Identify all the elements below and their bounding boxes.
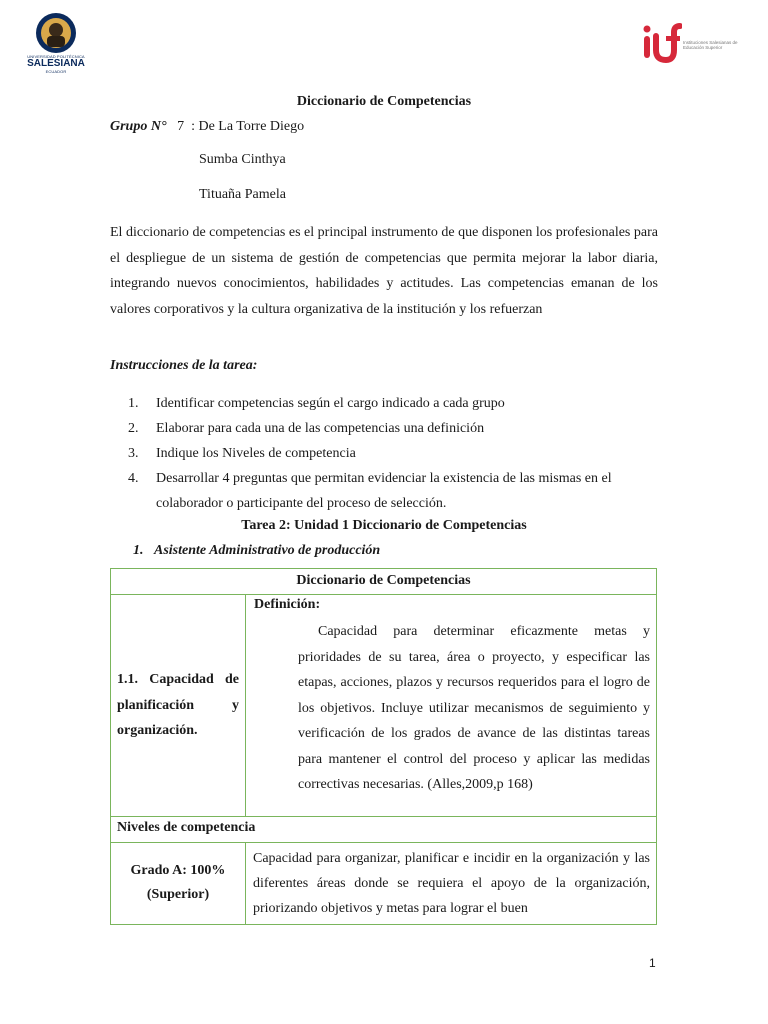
levels-label: Niveles de competencia xyxy=(117,820,256,835)
list-item-text: Elaborar para cada una de las competencias una definición xyxy=(156,421,485,436)
list-item xyxy=(128,391,658,416)
definition-label: Definición: xyxy=(254,597,321,612)
document-title: Diccionario de Competencias xyxy=(296,94,472,109)
task-heading: Tarea 2: Unidad 1 Diccionario de Competencias xyxy=(241,518,527,533)
list-item-text: Indique los Niveles de competencia xyxy=(156,446,356,461)
list-item xyxy=(128,441,658,466)
list-item-text: Identificar competencias según el cargo indicado a cada grupo xyxy=(156,396,505,411)
grade-description: Capacidad para organizar, planificar e incidir en la organización y las diferentes áreas donde se requiera el apoyo de la organización, priorizando objetivos y metas para lograr el buen xyxy=(253,851,650,916)
section-title: Asistente Administrativo de producción xyxy=(154,543,381,558)
list-item-text: Desarrollar 4 preguntas que permitan evidenciar la existencia de las mismas en el colaborador o participante del proceso de selección. xyxy=(156,471,612,511)
ist-logo-icon xyxy=(642,22,682,64)
group-label: Grupo N° xyxy=(110,119,167,134)
group-member-2: Sumba Cinthya xyxy=(199,152,286,167)
group-member-3: Tituaña Pamela xyxy=(199,187,286,202)
list-item-number: 3. xyxy=(128,446,139,461)
grade-sub: (Superior) xyxy=(146,887,210,902)
grade-label: Grado A: 100% xyxy=(130,863,226,878)
group-separator: : xyxy=(191,119,195,134)
intro-paragraph: El diccionario de competencias es el principal instrumento de que disponen los profesionales para el despliegue de un sistema de gestión de competencias que permita mejorar la labor diaria, integrando nuevos conocimientos, habilidades y actitudes. Las competencias emanan de los valores corporativos y la cultura organizativa de la institución y los refuerzan xyxy=(110,225,658,317)
university-logo-small-text: UNIVERSIDAD POLITÉCNICA xyxy=(27,54,85,59)
group-line xyxy=(110,119,304,135)
grade-description-cell xyxy=(245,842,657,925)
grade-cell xyxy=(110,842,246,925)
list-item-number: 4. xyxy=(128,471,139,486)
list-item xyxy=(128,466,658,516)
definition-cell xyxy=(245,594,657,817)
group-member-1: De La Torre Diego xyxy=(198,119,305,134)
levels-row xyxy=(110,816,657,843)
university-logo xyxy=(27,12,85,72)
table-header: Diccionario de Competencias xyxy=(110,568,657,595)
university-logo-country: ECUADOR xyxy=(45,69,67,74)
page-number: 1 xyxy=(649,956,656,970)
section-number: 1. xyxy=(133,543,144,558)
instructions-list xyxy=(128,391,658,516)
group-number: 7 xyxy=(177,119,185,134)
university-seal-icon xyxy=(27,12,85,56)
university-logo-name: SALESIANA xyxy=(27,58,85,69)
section-heading xyxy=(133,543,380,559)
list-item-number: 1. xyxy=(128,396,139,411)
instructions-title: Instrucciones de la tarea: xyxy=(110,358,258,373)
institute-logo xyxy=(642,22,742,64)
list-item xyxy=(128,416,658,441)
list-item-number: 2. xyxy=(128,421,139,436)
competency-table xyxy=(110,568,657,925)
institute-logo-text: Instituciones Salesianas de Educación Superior xyxy=(683,40,738,50)
definition-text: Capacidad para determinar eficazmente metas y prioridades de su tarea, área o proyecto, y especificar las etapas, acciones, plazos y recursos requeridos para el logro de los objetivos. Incluye utilizar mecanismos de seguimiento y verificación de los grados de avance de las distintas tareas para mantener el control del proceso y aplicar las medidas correctivas necesarias. (Alles,2009,p 168) xyxy=(298,624,650,792)
competency-name: 1.1. Capacidad de planificación y organización. xyxy=(117,672,239,738)
competency-name-cell xyxy=(110,594,246,817)
